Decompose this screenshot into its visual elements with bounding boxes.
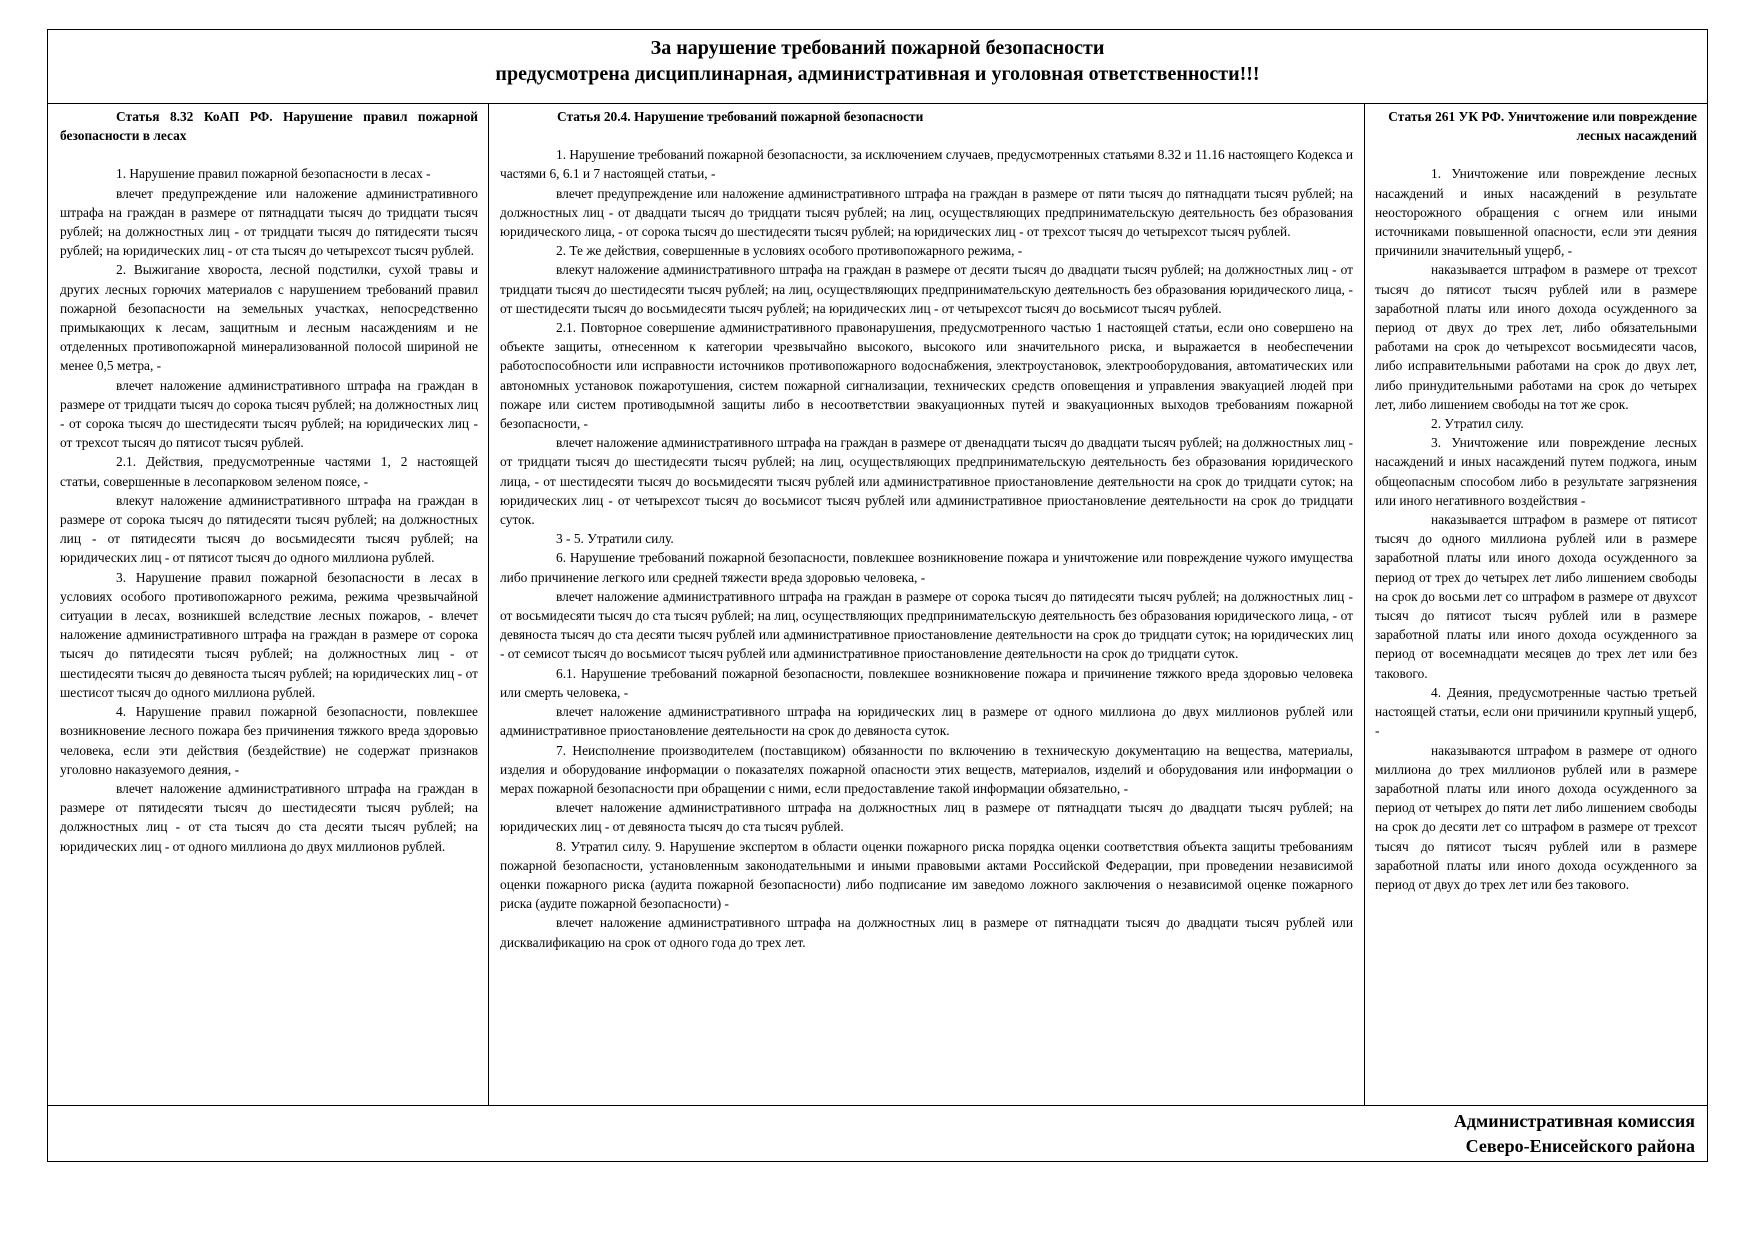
paragraph: влекут наложение административного штрафа на граждан в размере от десяти тысяч до двадцати тысяч рублей; на должностных лиц - от тридцати тысяч до шестидесяти тысяч рублей; на лиц, осуществляющих предпринимательскую деятельность без образования юридического лица, - от шестидесяти тысяч до восьмидесяти тысяч рублей; на юридических лиц - от четырехсот тысяч до восьмисот тысяч рублей.: [500, 262, 1353, 316]
paragraph: 2. Выжигание хвороста, лесной подстилки, сухой травы и других лесных горючих материалов с нарушением требований правил пожарной безопасности на земельных участках, непосредственно примыкающих к лесам, защитным и лесным насаждениям и не отделенных противопожарной минерализованной полосой шириной не менее 0,5 метра, -: [60, 262, 478, 374]
paragraph: 3 - 5. Утратили силу.: [556, 531, 674, 547]
paragraph: влечет наложение административного штрафа на граждан в размере от двенадцати тысяч до двадцати тысяч рублей; на должностных лиц - от тридцати тысяч до шестидесяти тысяч рублей; на лиц, осуществляющих предпринимательскую деятельность без образования юридического лица, - от шестидесяти тысяч до восьмидесяти тысяч рублей или административное приостановление деятельности на срок до тридцати суток; на юридических лиц - от четырехсот тысяч до восьмисот тысяч рублей или административное приостановление деятельности на срок до тридцати суток.: [500, 435, 1353, 528]
column-koap-20-4: [489, 104, 1365, 1105]
paragraph: 2. Те же действия, совершенные в условиях особого противопожарного режима, -: [556, 243, 1023, 259]
document-frame: [47, 29, 1708, 1162]
paragraph: влечет наложение административного штрафа на должностных лиц в размере от пятнадцати тысяч до двадцати тысяч рублей или дисквалификацию на срок от одного года до трех лет.: [500, 915, 1353, 950]
article-title: Статья 261 УК РФ. Уничтожение или повреждение лесных насаждений: [1388, 109, 1697, 144]
paragraph: наказывается штрафом в размере от трехсот тысяч до пятисот тысяч рублей или в размере заработной платы или иного дохода осужденного за период от двух до трех лет, либо обязательными работами на срок до четырехсот восьмидесяти часов, либо исправительными работами на срок до двух лет, либо принудительными работами на срок до четырех лет, либо лишением свободы на тот же срок.: [1375, 262, 1697, 412]
header-line-2: предусмотрена дисциплинарная, административная и уголовная ответственности!!!: [495, 63, 1260, 85]
footer-line-2: Северо-Енисейского района: [1465, 1136, 1695, 1156]
article-title: Статья 8.32 КоАП РФ. Нарушение правил пожарной безопасности в лесах: [60, 109, 478, 144]
paragraph: 8. Утратил силу. 9. Нарушение экспертом в области оценки пожарного риска порядка оценки соответствия объекта защиты требованиям пожарной безопасности, установленным законодательными и иными правовыми актами Российской Федерации, при проведении независимой оценки пожарного риска (аудита пожарной безопасности) либо подписание им заведомо ложного заключения о независимой оценке пожарного риска (аудите пожарной безопасности) -: [500, 838, 1353, 912]
paragraph: наказывается штрафом в размере от пятисот тысяч до одного миллиона рублей или в размере заработной платы или иного дохода осужденного за период от трех до четырех лет либо лишением свободы на срок до восьми лет со штрафом в размере от двухсот тысяч до пятисот тысяч рублей или в размере заработной платы или иного дохода осужденного за период от восемнадцати месяцев до трех лет или без такового.: [1375, 512, 1697, 681]
paragraph: влечет предупреждение или наложение административного штрафа на граждан в размере от пяти тысяч до пятнадцати тысяч рублей; на должностных лиц - от двадцати тысяч до тридцати тысяч рублей; на лиц, осуществляющих предпринимательскую деятельность без образования юридического лица, - от сорока тысяч до шестидесяти тысяч рублей; на юридических лиц - от трехсот тысяч до четырехсот тысяч рублей.: [500, 185, 1353, 240]
footer-line-1: Административная комиссия: [1453, 1111, 1695, 1131]
paragraph: 2. Утратил силу.: [1431, 416, 1524, 432]
paragraph: влечет наложение административного штрафа на юридических лиц в размере от одного миллиона до двух миллионов рублей или административное приостановление деятельности на срок до девяноста суток.: [500, 704, 1353, 739]
paragraph: 2.1. Действия, предусмотренные частями 1, 2 настоящей статьи, совершенные в лесопарковом зеленом поясе, -: [60, 454, 478, 489]
paragraph: 7. Неисполнение производителем (поставщиком) обязанности по включению в техническую документацию на вещества, материалы, изделия и оборудование информации о показателях пожарной опасности этих веществ, материалов, изделий и оборудования или информации о мерах пожарной безопасности при обращении с ними, если предоставление такой информации обязательно, -: [500, 742, 1353, 796]
paragraph: влечет наложение административного штрафа на граждан в размере от тридцати тысяч до сорока тысяч рублей; на должностных лиц - от сорока тысяч до шестидесяти тысяч рублей; на юридических лиц - от трехсот тысяч до пятисот тысяч рублей.: [60, 377, 478, 451]
header-line-1: За нарушение требований пожарной безопасности: [650, 37, 1105, 59]
paragraph: 3. Нарушение правил пожарной безопасности в лесах в условиях особого противопожарного режима, режима чрезвычайной ситуации в лесах, возникшей вследствие лесных пожаров, - влечет наложение административного штрафа на граждан в размере от сорока тысяч до пятидесяти тысяч рублей; на должностных лиц - от шестидесяти тысяч до девяноста тысяч рублей; на юридических лиц - от шестисот тысяч до одного миллиона рублей.: [60, 569, 478, 700]
column-koap-8-32: [48, 104, 489, 1105]
paragraph: влечет наложение административного штрафа на должностных лиц в размере от пятнадцати тысяч до двадцати тысяч рублей; на юридических лиц - от девяноста тысяч до ста тысяч рублей.: [500, 800, 1353, 835]
paragraph: 1. Нарушение правил пожарной безопасности в лесах -: [116, 166, 431, 182]
paragraph: 6. Нарушение требований пожарной безопасности, повлекшее возникновение пожара и уничтожение или повреждение чужого имущества либо причинение легкого или средней тяжести вреда здоровью человека, -: [500, 550, 1353, 585]
paragraph: 6.1. Нарушение требований пожарной безопасности, повлекшее возникновение пожара и причинение тяжкого вреда здоровью человека или смерть человека, -: [500, 665, 1353, 700]
paragraph: 2.1. Повторное совершение административного правонарушения, предусмотренного частью 1 настоящей статьи, если оно совершено на объекте защиты, отнесенном к категории чрезвычайно высокого, высокого или значительного риска, и выражается в необеспечении работоспособности или исправности источников противопожарного водоснабжения, электроустановок, электрооборудования, автоматических или автономных установок пожаротушения, систем пожарной сигнализации, технических средств оповещения и управления эвакуацией людей при пожаре или систем противодымной защиты либо в несоответствии эвакуационных путей и эвакуационных выходов требованиям пожарной безопасности, -: [500, 320, 1353, 432]
paragraph: 1. Нарушение требований пожарной безопасности, за исключением случаев, предусмотренных статьями 8.32 и 11.16 настоящего Кодекса и частями 6, 6.1 и 7 настоящей статьи, -: [500, 147, 1353, 182]
paragraph: влечет предупреждение или наложение административного штрафа на граждан в размере от пятнадцати тысяч до тридцати тысяч рублей; на должностных лиц - от тридцати тысяч до пятидесяти тысяч рублей; на юридических лиц - от ста тысяч до четырехсот тысяч рублей.: [60, 185, 478, 259]
paragraph: влечет наложение административного штрафа на граждан в размере от пятидесяти тысяч до шестидесяти тысяч рублей; на должностных лиц - от ста тысяч до ста десяти тысяч рублей; на юридических лиц - от одного миллиона до двух миллионов рублей.: [60, 780, 478, 854]
paragraph: влечет наложение административного штрафа на граждан в размере от сорока тысяч до пятидесяти тысяч рублей; на должностных лиц - от восьмидесяти тысяч до ста тысяч рублей; на лиц, осуществляющих предпринимательскую деятельность без образования юридического лица, - от девяноста тысяч до ста десяти тысяч рублей или административное приостановление деятельности на срок до тридцати суток; на юридических лиц - от семисот тысяч до восьмисот тысяч рублей или административное приостановление деятельности на срок до тридцати суток.: [500, 588, 1353, 662]
article-title: Статья 20.4. Нарушение требований пожарной безопасности: [557, 109, 924, 124]
paragraph: влекут наложение административного штрафа на граждан в размере от сорока тысяч до пятидесяти тысяч рублей; на должностных лиц - от пятидесяти тысяч до восьмидесяти тысяч рублей; на юридических лиц - от пятисот тысяч до одного миллиона рублей.: [60, 492, 478, 566]
paragraph: наказываются штрафом в размере от одного миллиона до трех миллионов рублей или в размере заработной платы или иного дохода осужденного за период от четырех до пяти лет либо лишением свободы на срок до десяти лет со штрафом в размере от трехсот тысяч до пятисот тысяч рублей или в размере заработной платы или иного дохода осужденного за период от двух до трех лет или без такового.: [1375, 742, 1697, 892]
column-uk-261: [1365, 104, 1707, 1105]
document-footer: [48, 1105, 1707, 1162]
paragraph: 3. Уничтожение или повреждение лесных насаждений и иных насаждений путем поджога, иным общеопасным способом либо в результате загрязнения или иного негативного воздействия -: [1375, 435, 1697, 508]
paragraph: 1. Уничтожение или повреждение лесных насаждений и иных насаждений в результате неосторожного обращения с огнем или иными источниками повышенной опасности, если эти деяния причинили значительный ущерб, -: [1375, 166, 1697, 259]
paragraph: 4. Деяния, предусмотренные частью третьей настоящей статьи, если они причинили крупный ущерб, -: [1375, 684, 1697, 739]
paragraph: 4. Нарушение правил пожарной безопасности, повлекшее возникновение лесного пожара без причинения тяжкого вреда здоровью человека, если эти действия (бездействие) не содержат признаков уголовно наказуемого деяния, -: [60, 704, 478, 777]
document-header: [48, 30, 1707, 104]
